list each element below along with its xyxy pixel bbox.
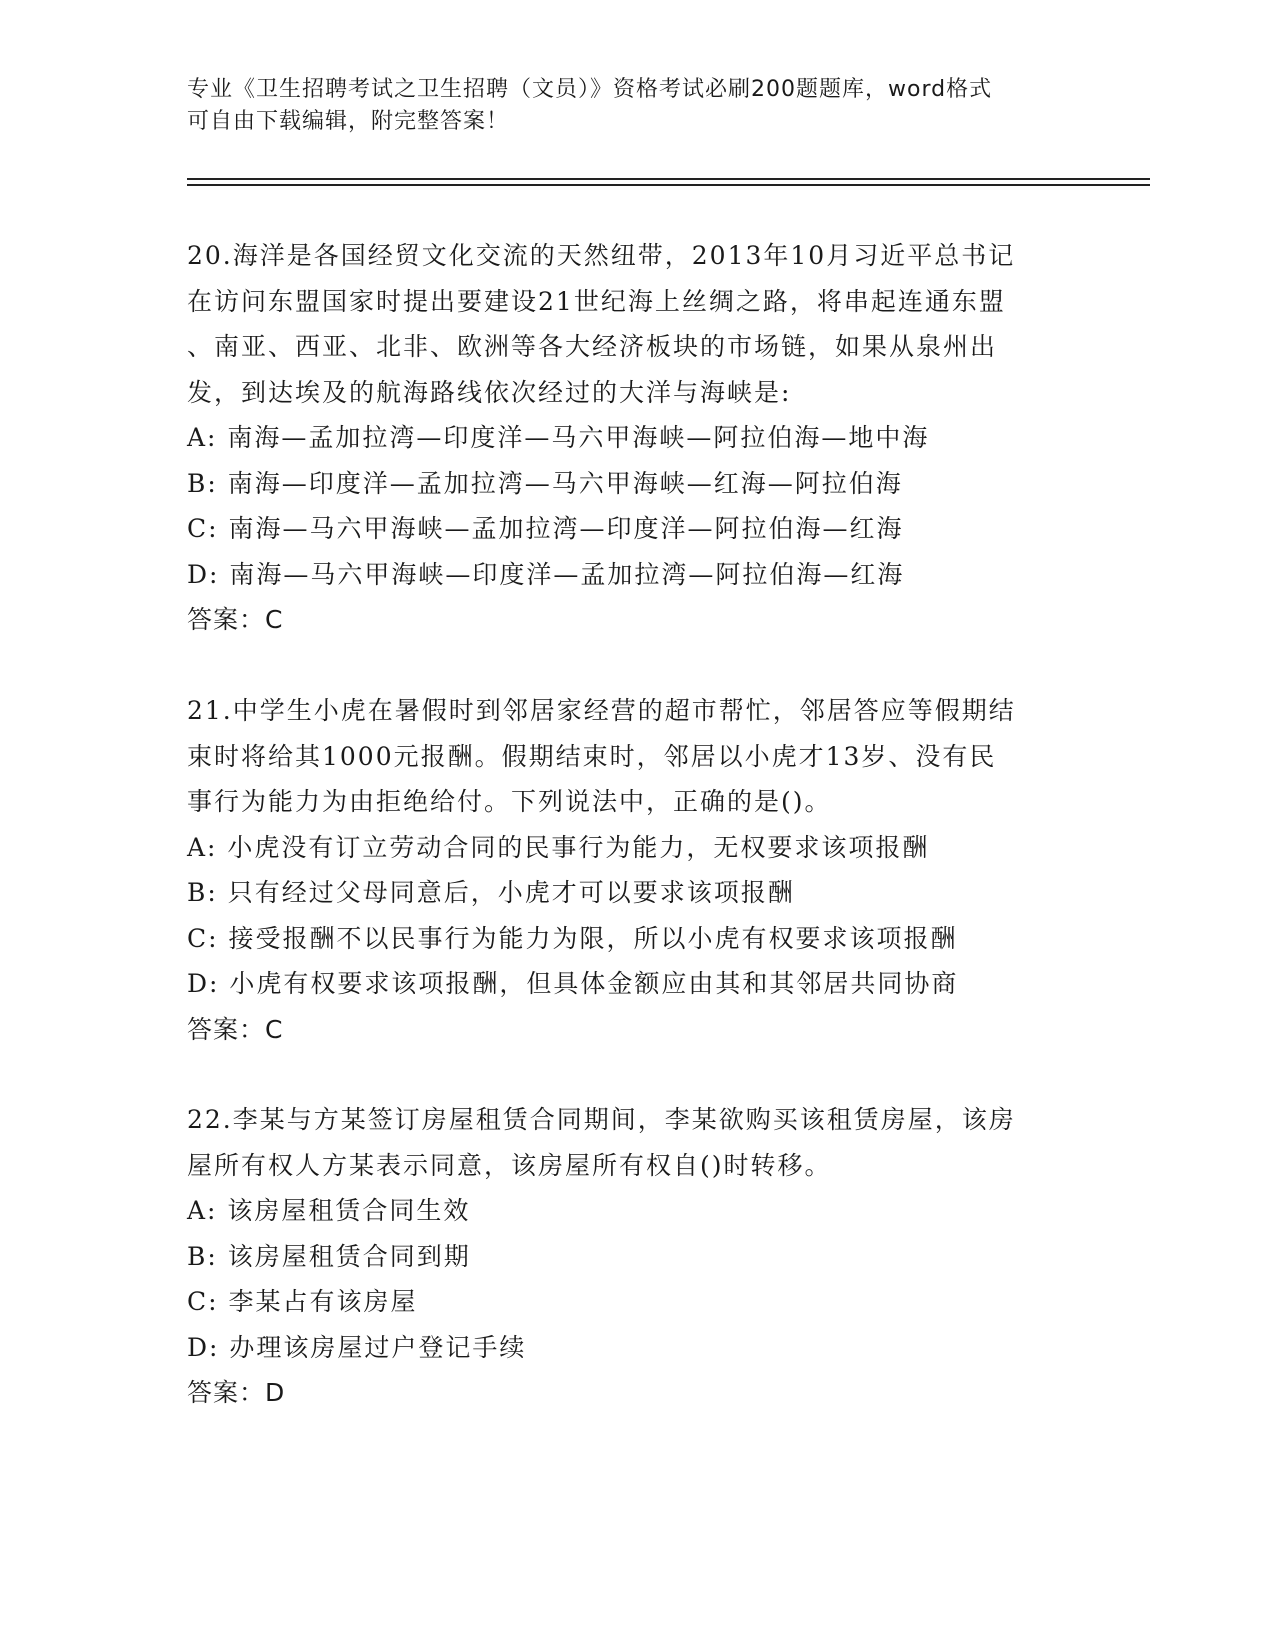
question-stem-line: 屋所有权人方某表示同意，该房屋所有权自()时转移。: [187, 1150, 832, 1180]
header-line-1: 专业《卫生招聘考试之卫生招聘（文员）》资格考试必刷200题题库，word格式: [187, 77, 993, 102]
option-d: D: 小虎有权要求该项报酬，但具体金额应由其和其邻居共同协商: [187, 969, 959, 998]
answer: 答案：C: [187, 1014, 284, 1044]
answer: 答案：C: [187, 605, 284, 634]
option-c: C: 李某占有该房屋: [187, 1287, 418, 1316]
question-21: [187, 688, 1147, 1052]
option-c: C: 南海—马六甲海峡—孟加拉湾—印度洋—阿拉伯海—红海: [187, 514, 904, 543]
question-stem-line: 在访问东盟国家时提出要建设21世纪海上丝绸之路，将串起连通东盟: [187, 286, 1006, 316]
question-stem-line: 事行为能力为由拒绝给付。下列说法中，正确的是()。: [187, 787, 832, 816]
option-b: B: 只有经过父母同意后，小虎才可以要求该项报酬: [187, 878, 795, 907]
option-d: D: 南海—马六甲海峡—印度洋—孟加拉湾—阿拉伯海—红海: [187, 559, 905, 589]
option-d: D: 办理该房屋过户登记手续: [187, 1332, 527, 1362]
question-20: [187, 233, 1147, 643]
question-22: [187, 1097, 1147, 1416]
question-stem-line: 发，到达埃及的航海路线依次经过的大洋与海峡是:: [187, 377, 792, 407]
option-a: A: 南海—孟加拉湾—印度洋—马六甲海峡—阿拉伯海—地中海: [187, 423, 930, 452]
option-b: B: 南海—印度洋—孟加拉湾—马六甲海峡—红海—阿拉伯海: [187, 468, 903, 498]
header-divider-bottom: [187, 184, 1150, 186]
option-b: B: 该房屋租赁合同到期: [187, 1241, 471, 1271]
option-a: A: 该房屋租赁合同生效: [187, 1196, 471, 1225]
option-c: C: 接受报酬不以民事行为能力为限，所以小虎有权要求该项报酬: [187, 923, 958, 953]
question-stem-line: 、南亚、西亚、北非、欧洲等各大经济板块的市场链，如果从泉州出: [187, 332, 998, 361]
question-stem-line: 束时将给其1000元报酬。假期结束时，邻居以小虎才13岁、没有民: [187, 741, 997, 771]
option-a: A: 小虎没有订立劳动合同的民事行为能力，无权要求该项报酬: [187, 832, 930, 862]
header-line-2: 可自由下载编辑，附完整答案！: [187, 109, 510, 134]
answer: 答案：D: [187, 1378, 286, 1407]
question-stem-line: 20.海洋是各国经贸文化交流的天然纽带，2013年10月习近平总书记: [187, 241, 1016, 270]
header-divider-top: [187, 178, 1150, 180]
document-header: [187, 74, 1087, 138]
question-stem-line: 21.中学生小虎在暑假时到邻居家经营的超市帮忙，邻居答应等假期结: [187, 696, 1016, 725]
question-stem-line: 22.李某与方某签订房屋租赁合同期间，李某欲购买该租赁房屋，该房: [187, 1105, 1016, 1134]
